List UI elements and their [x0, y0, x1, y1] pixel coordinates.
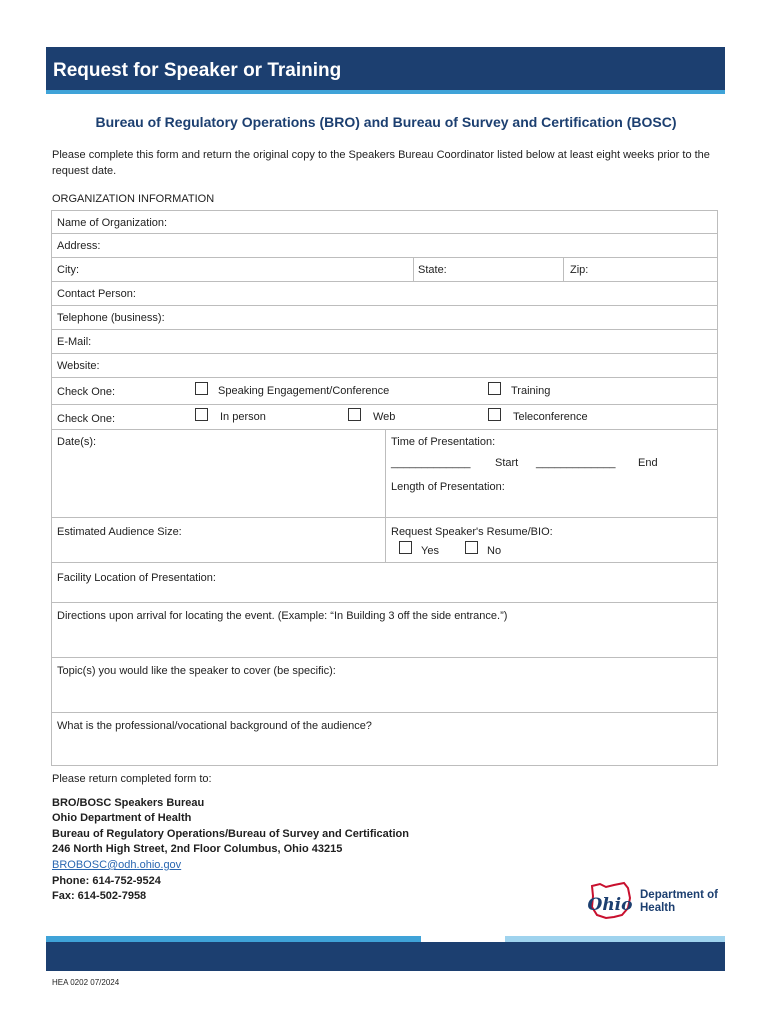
address-label: Address: [57, 240, 101, 252]
audience-size-label[interactable]: Estimated Audience Size: [57, 526, 182, 538]
audience-background-row[interactable] [51, 713, 718, 766]
page-title: Request for Speaker or Training [53, 60, 342, 81]
web-label: Web [373, 411, 396, 423]
directions-label: Directions upon arrival for locating the event. (Example: “In Building 3 off the side entrance.”) [57, 610, 508, 622]
page-subtitle: Bureau of Regulatory Operations (BRO) and Bureau of Survey and Certification (BOSC) [95, 114, 677, 130]
telephone-row[interactable] [51, 306, 718, 330]
section-title: ORGANIZATION INFORMATION [52, 193, 215, 205]
email-link[interactable]: BROBOSC@odh.ohio.gov [52, 859, 182, 871]
topics-label: Topic(s) you would like the speaker to cover (be specific): [57, 665, 336, 677]
header-stripe [46, 90, 725, 94]
ohio-state-logo-icon [582, 880, 638, 922]
intro-text: Please complete this form and return the original copy to the Speakers Bureau Coordinator listed below at least eight weeks prior to the request date. [52, 149, 710, 177]
address-row[interactable] [51, 234, 718, 258]
teleconference-checkbox[interactable] [488, 408, 501, 421]
city-label: City: [57, 264, 79, 276]
website-row[interactable] [51, 354, 718, 378]
fax-number: Fax: 614-502-7958 [52, 890, 147, 902]
start-label: Start [495, 457, 519, 469]
contact-row[interactable] [51, 282, 718, 306]
resume-yes-label: Yes [421, 545, 439, 557]
check-one-label: Check One: [57, 413, 116, 425]
form-code: HEA 0202 07/2024 [52, 978, 120, 987]
zip-label: Zip: [570, 264, 589, 276]
speaking-engagement-checkbox[interactable] [195, 382, 208, 395]
email-row[interactable] [51, 330, 718, 354]
training-label: Training [511, 385, 551, 397]
web-checkbox[interactable] [348, 408, 361, 421]
audience-resume-row [51, 518, 718, 563]
length-of-presentation-label[interactable]: Length of Presentation: [391, 481, 505, 493]
in-person-checkbox[interactable] [195, 408, 208, 421]
department-of-health-wordmark [640, 889, 718, 915]
audience-background-label: What is the professional/vocational background of the audience? [57, 720, 372, 732]
contact-label: Contact Person: [57, 288, 136, 300]
footer-bar [46, 942, 725, 971]
delivery-type-row [51, 405, 718, 430]
website-label: Website: [57, 360, 100, 372]
start-blank[interactable]: _____________ [391, 457, 471, 469]
resume-no-label: No [487, 545, 502, 557]
topics-row[interactable] [51, 658, 718, 713]
logo-line-2: Health [640, 902, 676, 914]
teleconference-label: Teleconference [513, 411, 588, 423]
state-label: State: [418, 264, 447, 276]
check-one-label: Check One: [57, 386, 116, 398]
org-name-row[interactable] [51, 210, 718, 234]
phone-number: Phone: 614-752-9524 [52, 875, 161, 887]
directions-row[interactable] [51, 603, 718, 658]
logo-line-1: Department of [640, 889, 718, 901]
speaking-engagement-label: Speaking Engagement/Conference [218, 385, 390, 397]
divider [563, 258, 564, 281]
return-line: Bureau of Regulatory Operations/Bureau of Survey and Certification [52, 828, 409, 840]
resume-yes-checkbox[interactable] [399, 541, 412, 554]
return-line: BRO/BOSC Speakers Bureau [52, 797, 205, 809]
org-name-label: Name of Organization: [57, 217, 168, 229]
email-label: E-Mail: [57, 336, 92, 348]
telephone-label: Telephone (business): [57, 312, 165, 324]
divider [413, 258, 414, 281]
time-of-presentation-label: Time of Presentation: [391, 436, 496, 448]
resume-no-checkbox[interactable] [465, 541, 478, 554]
city-state-zip-row [51, 258, 718, 282]
facility-location-label: Facility Location of Presentation: [57, 572, 216, 584]
end-label: End [638, 457, 658, 469]
facility-location-row[interactable] [51, 563, 718, 603]
divider [385, 430, 386, 517]
logo-wordmark: Ohio [587, 895, 633, 915]
resume-request-label: Request Speaker's Resume/BIO: [391, 526, 553, 538]
return-line: 246 North High Street, 2nd Floor Columbus, Ohio 43215 [52, 843, 343, 855]
in-person-label: In person [220, 411, 266, 423]
training-checkbox[interactable] [488, 382, 501, 395]
dates-label[interactable]: Date(s): [57, 436, 97, 448]
return-heading: Please return completed form to: [52, 773, 212, 785]
dates-time-row [51, 430, 718, 518]
end-blank[interactable]: _____________ [536, 457, 616, 469]
return-line: Ohio Department of Health [52, 812, 192, 824]
divider [385, 518, 386, 562]
engagement-type-row [51, 378, 718, 405]
